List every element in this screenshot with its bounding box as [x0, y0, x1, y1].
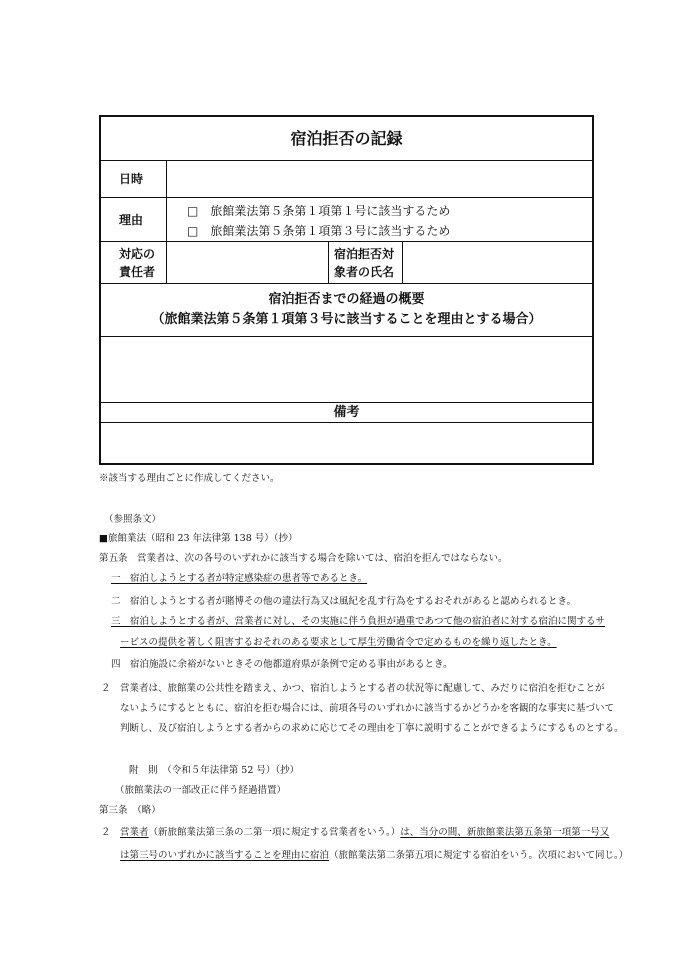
supplementary-title: 附 則 （令和５年法律第 52 号）（抄） — [129, 765, 300, 776]
item-3b: ービスの提供を著しく阻害するおそれのある要求として厚生労働省令で定めるものを繰り返したとき。 — [120, 637, 557, 648]
form-note: ※該当する理由ごとに作成してください。 — [99, 473, 280, 484]
form-title-row — [101, 117, 592, 161]
responsible-field[interactable] — [167, 242, 329, 283]
remarks-title: 備考 — [333, 405, 360, 420]
responsible-row — [101, 242, 592, 284]
summary-title-2: （旅館業法第５条第１項第３号に該当することを理由とする場合） — [151, 312, 542, 327]
item-1: 一 宿泊しようとする者が特定感染症の患者等であるとき。 — [111, 573, 368, 584]
refusal-record-form — [99, 115, 594, 465]
refused-label-2: 象者の氏名 — [334, 265, 395, 279]
datetime-label: 日時 — [119, 172, 144, 186]
responsible-label-1: 対応の — [119, 247, 156, 261]
paragraph-2c: 判断し、及び宿泊しようとする者からの求めに応じてその理由を丁寧に説明することができるようにするものとする。 — [120, 723, 624, 734]
item-2: 二 宿泊しようとする者が賭博その他の違法行為又は風紀を乱す行為をするおそれがあると認められるとき。 — [111, 596, 577, 607]
paragraph-2a: ２ 営業者は、旅館業の公共性を踏まえ、かつ、宿泊しようとする者の状況等に配慮して、みだりに宿泊を拒むことが — [101, 683, 605, 694]
summary-title-1: 宿泊拒否までの経過の概要 — [268, 292, 425, 307]
supplementary-subtitle: （旅館業法の一部改正に伴う経過措置） — [115, 785, 287, 796]
law-title: ■旅館業法（昭和 23 年法律第 138 号）（抄） — [99, 533, 298, 544]
remarks-title-row — [101, 403, 592, 423]
supplementary-para-2b: は第三号のいずれかに該当することを理由に宿泊（旅館業法第二条第五項に規定する宿泊をいう。次項において同じ。） — [120, 850, 629, 861]
datetime-field[interactable] — [167, 161, 592, 197]
reason-option-1[interactable]: □ 旅館業法第５条第１項第１号に該当するため — [187, 204, 451, 218]
reason-label: 理由 — [119, 213, 144, 227]
refused-label-1: 宿泊拒否対 — [334, 247, 395, 261]
reason-row — [101, 198, 592, 242]
reason-option-2[interactable]: □ 旅館業法第５条第１項第３号に該当するため — [187, 224, 451, 238]
article-3: 第三条 （略） — [99, 805, 161, 816]
remarks-field[interactable] — [101, 423, 592, 463]
paragraph-2b: ないようにするとともに、宿泊を拒む場合には、前項各号のいずれかに該当するかどうかを客観的な事実に基づいて — [120, 703, 615, 714]
refused-person-field[interactable] — [403, 242, 592, 283]
summary-title-row — [101, 284, 592, 337]
item-3a: 三 宿泊しようとする者が、営業者に対し、その実施に伴う負担が過重であつて他の宿泊者に対する宿泊に関するサ — [111, 616, 606, 627]
supplementary-para-2a: ２ 営業者（新旅館業法第三条の二第一項に規定する営業者をいう。）は、当分の間、新旅館業法第五条第一項第一号又 — [101, 827, 610, 838]
datetime-row — [101, 161, 592, 198]
responsible-label-2: 責任者 — [119, 265, 156, 279]
reference-heading: （参照条文） — [104, 514, 162, 525]
form-title: 宿泊拒否の記録 — [290, 129, 403, 148]
summary-field[interactable] — [101, 337, 592, 403]
article-5: 第五条 営業者は、次の各号のいずれかに該当する場合を除いては、宿泊を拒んではならない。 — [99, 553, 508, 564]
item-4: 四 宿泊施設に余裕がないときその他都道府県が条例で定める事由があるとき。 — [111, 659, 453, 670]
